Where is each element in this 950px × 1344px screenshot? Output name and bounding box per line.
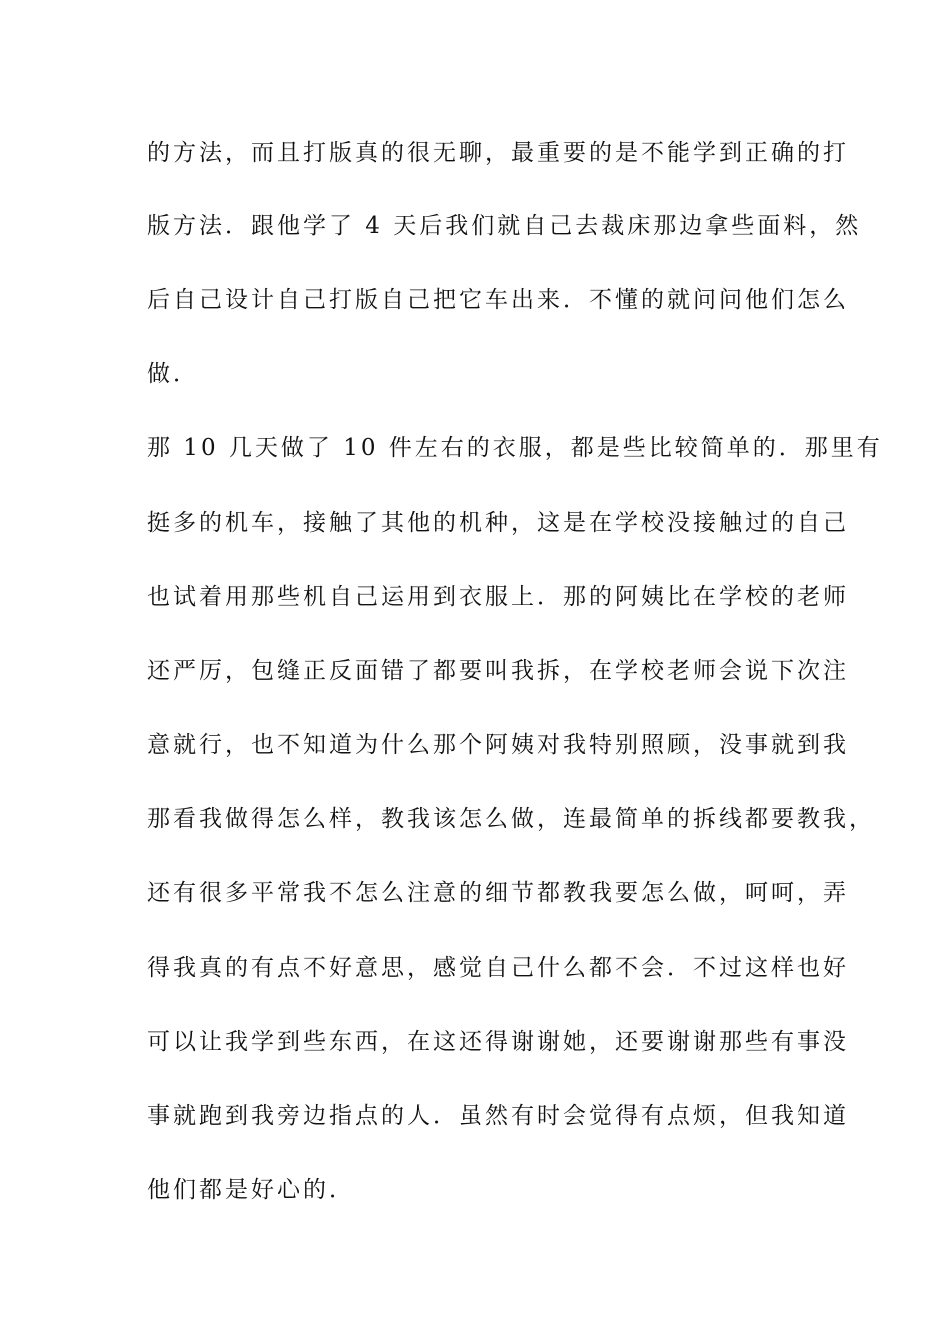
text-line: 做． xyxy=(147,361,199,387)
text-line: 后自己设计自己打版自己把它车出来．不懂的就问问他们怎么 xyxy=(147,287,849,313)
text-line: 事就跑到我旁边指点的人．虽然有时会觉得有点烦，但我知道 xyxy=(147,1103,849,1129)
text-line: 那 10 几天做了 10 件左右的衣服，都是些比较简单的．那里有 xyxy=(147,435,883,461)
text-line: 他们都是好心的． xyxy=(147,1177,355,1203)
text-line: 版方法．跟他学了 4 天后我们就自己去裁床那边拿些面料，然 xyxy=(147,213,862,239)
text-line: 意就行，也不知道为什么那个阿姨对我特别照顾，没事就到我 xyxy=(147,732,849,758)
text-line: 得我真的有点不好意思，感觉自己什么都不会．不过这样也好 xyxy=(147,955,849,981)
text-line: 那看我做得怎么样，教我该怎么做，连最简单的拆线都要教我， xyxy=(147,806,875,832)
text-line: 也试着用那些机自己运用到衣服上．那的阿姨比在学校的老师 xyxy=(147,584,849,610)
text-line: 还有很多平常我不怎么注意的细节都教我要怎么做，呵呵，弄 xyxy=(147,880,849,906)
text-line: 的方法，而且打版真的很无聊，最重要的是不能学到正确的打 xyxy=(147,140,849,166)
text-line: 还严厉，包缝正反面错了都要叫我拆，在学校老师会说下次注 xyxy=(147,658,849,684)
text-line: 可以让我学到些东西，在这还得谢谢她，还要谢谢那些有事没 xyxy=(147,1029,849,1055)
text-line: 挺多的机车，接触了其他的机种，这是在学校没接触过的自己 xyxy=(147,510,849,536)
